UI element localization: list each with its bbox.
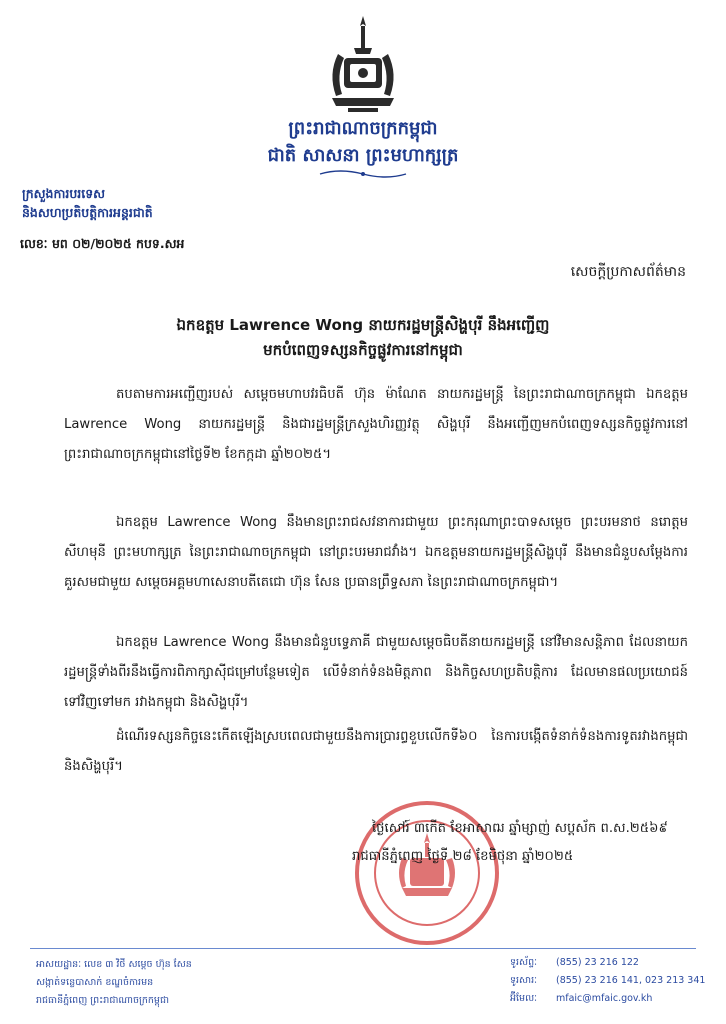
phone-label: ទូរស័ព្ទៈ [510,957,538,968]
fax-label: ទូរសារៈ [510,975,538,986]
flourish-divider-icon [318,168,408,180]
address-line-2: សង្កាត់ទន្លេបាសាក់ ខណ្ឌចំការមន [36,977,154,988]
body-paragraph-2: ឯកឧត្តម Lawrence Wong នឹងមានព្រះរាជសវនាការជាមួយ ព្រះករុណាព្រះបាទសម្ដេច ព្រះបរមនាថ នរោត្តម សីហមុនី ព្រះមហាក្សត្រ នៃព្រះរាជាណាចក្រកម្ពុជា នៅព្រះបរមរាជវាំង។ ឯកឧត្តមនាយករដ្ឋមន្ត្រីសិង្ហបុរី នឹងមានជំនួបសម្ដែងការគួរសមជាមួយ សម្ដេចអគ្គមហាសេនាបតីតេជោ ហ៊ុន សែន ប្រធានព្រឹទ្ធសភា នៃព្រះរាជាណាចក្រកម្ពុជា។ [64,515,688,590]
headline-line1: ឯកឧត្តម Lawrence Wong នាយករដ្ឋមន្ត្រីសិង្ហបុរី នឹងអញ្ជើញ [176,316,550,334]
document-type-label: សេចក្ដីប្រកាសព័ត៌មាន [570,264,686,280]
lunar-date: ថ្ងៃសៅរ៍ ៣កើត ខែអាសាឍ ឆ្នាំម្សាញ់ សប្តស័ក ព.ស.២៥៦៩ [372,821,668,836]
contact-fax [510,974,705,988]
headline-line2: មកបំពេញទស្សនកិច្ចផ្លូវការនៅកម្ពុជា [263,341,463,359]
royal-emblem-icon [318,14,408,114]
email-label: អ៊ីមែលៈ [510,993,538,1004]
contact-phone [510,956,639,970]
body-paragraph-4: ដំណើរទស្សនកិច្ចនេះកើតឡើងស្របពេលជាមួយនឹងការប្រារព្ធខួបលើកទី៦០ នៃការបង្កើតទំនាក់ទំនងការទូតរវាងកម្ពុជា និងសិង្ហបុរី។ [64,729,688,774]
fax-number: (855) 23 216 141, 023 213 341 [556,975,706,986]
ministry-name-line1: ក្រសួងការបរទេស [22,186,106,201]
address-line-3: រាជធានីភ្នំពេញ ព្រះរាជាណាចក្រកម្ពុជា [36,995,169,1006]
phone-number: (855) 23 216 122 [556,957,639,968]
email-address[interactable]: mfaic@mfaic.gov.kh [556,993,653,1004]
reference-number: លេខៈ មព ០២/២០២៥ កបទ.សអ [20,236,185,251]
national-motto: ជាតិ សាសនា ព្រះមហាក្សត្រ [267,145,459,166]
footer-divider [30,948,696,949]
body-paragraph-3: ឯកឧត្តម Lawrence Wong នឹងមានជំនួបទ្វេភាគី ជាមួយសម្ដេចធិបតីនាយករដ្ឋមន្ត្រី នៅវិមានសន្តិភាព ដែលនាយករដ្ឋមន្ត្រីទាំងពីរនឹងធ្វើការពិភាក្សាស៊ីជម្រៅបន្ថែមទៀត លើទំនាក់ទំនងមិត្តភាព និងកិច្ចសហប្រតិបត្តិការ ដែលមានផលប្រយោជន៍ទៅវិញទៅមក រវាងកម្ពុជា និងសិង្ហបុរី។ [64,635,688,710]
contact-email [510,992,652,1006]
body-paragraph-1: តបតាមការអញ្ជើញរបស់ សម្ដេចមហាបវរធិបតី ហ៊ុន ម៉ាណែត នាយករដ្ឋមន្ត្រី នៃព្រះរាជាណាចក្រកម្ពុជា ឯកឧត្តម Lawrence Wong នាយករដ្ឋមន្ត្រី និងជារដ្ឋមន្ត្រីក្រសួងហិរញ្ញវត្ថុ សិង្ហបុរី នឹងអញ្ជើញមកបំពេញទស្សនកិច្ចផ្លូវការនៅព្រះរាជាណាចក្រកម្ពុជានៅថ្ងៃទី២ ខែកក្កដា ឆ្នាំ២០២៥។ [64,387,688,462]
address-line-1: អាសយដ្ឋានៈ លេខ ៣ វិថី សម្ដេច ហ៊ុន សែន [36,959,192,970]
ministry-name-line2: និងសហប្រតិបត្តិការអន្តរជាតិ [22,205,153,220]
solar-date: រាជធានីភ្នំពេញ ថ្ងៃទី ២៨ ខែមិថុនា ឆ្នាំ២០២៥ [352,849,574,864]
kingdom-name: ព្រះរាជាណាចក្រកម្ពុជា [288,118,438,139]
